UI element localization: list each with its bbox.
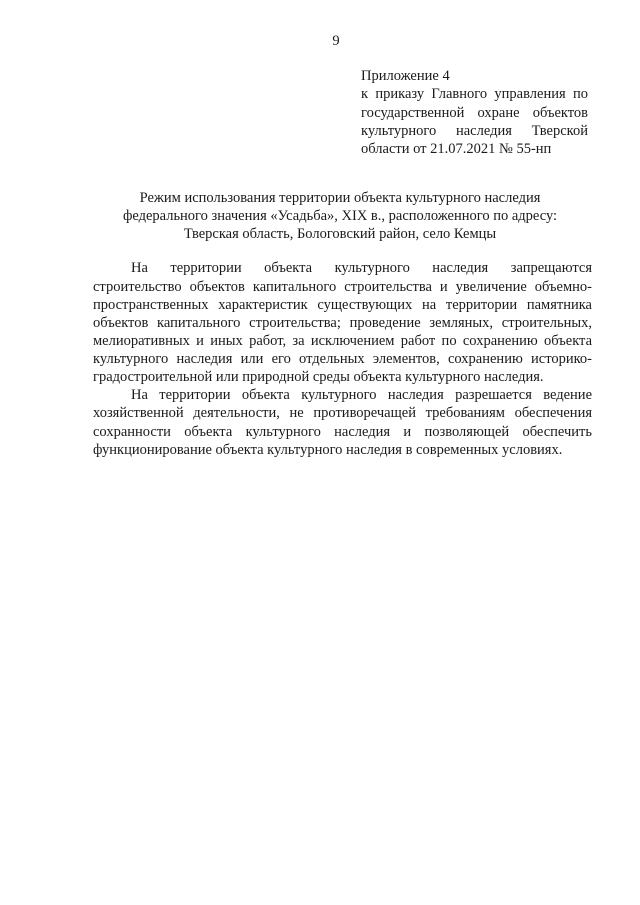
paragraph-line: сохранности объекта культурного наследия и позволяющей обеспечить bbox=[93, 424, 592, 440]
paragraph-line: На территории объекта культурного наследия разрешается ведение bbox=[131, 387, 592, 403]
title-line: федерального значения «Усадьба», XIX в., расположенного по адресу: bbox=[122, 208, 558, 224]
paragraph-line: строительство объектов капитального строительства и увеличение объемно- bbox=[93, 279, 592, 295]
paragraph-line: На территории объекта культурного наследия запрещаются bbox=[131, 260, 592, 276]
paragraph-line: пространственных характеристик существующих на территории памятника bbox=[93, 297, 592, 313]
paragraph-line: культурного наследия или его отдельных элементов, сохранению историко- bbox=[93, 351, 592, 367]
paragraph-line: градостроительной или природной среды объекта культурного наследия. bbox=[93, 369, 544, 385]
paragraph-line: хозяйственной деятельности, не противоречащей требованиям обеспечения bbox=[93, 405, 592, 421]
paragraph-line: мелиоративных и иных работ, за исключением работ по сохранению объекта bbox=[93, 333, 592, 349]
annex-line: области от 21.07.2021 № 55-нп bbox=[361, 141, 552, 157]
paragraph-line: объектов капитального строительства; проведение земляных, строительных, bbox=[93, 315, 592, 331]
title-line: Тверская область, Бологовский район, село Кемцы bbox=[183, 226, 497, 242]
annex-line: государственной охране объектов bbox=[361, 105, 588, 121]
annex-line: к приказу Главного управления по bbox=[361, 86, 588, 102]
title-line: Режим использования территории объекта культурного наследия bbox=[139, 190, 541, 206]
page-number: 9 bbox=[332, 33, 340, 49]
annex-line: культурного наследия Тверской bbox=[361, 123, 588, 139]
annex-title: Приложение 4 bbox=[361, 68, 450, 84]
paragraph-line: функционирование объекта культурного наследия в современных условиях. bbox=[93, 442, 563, 458]
